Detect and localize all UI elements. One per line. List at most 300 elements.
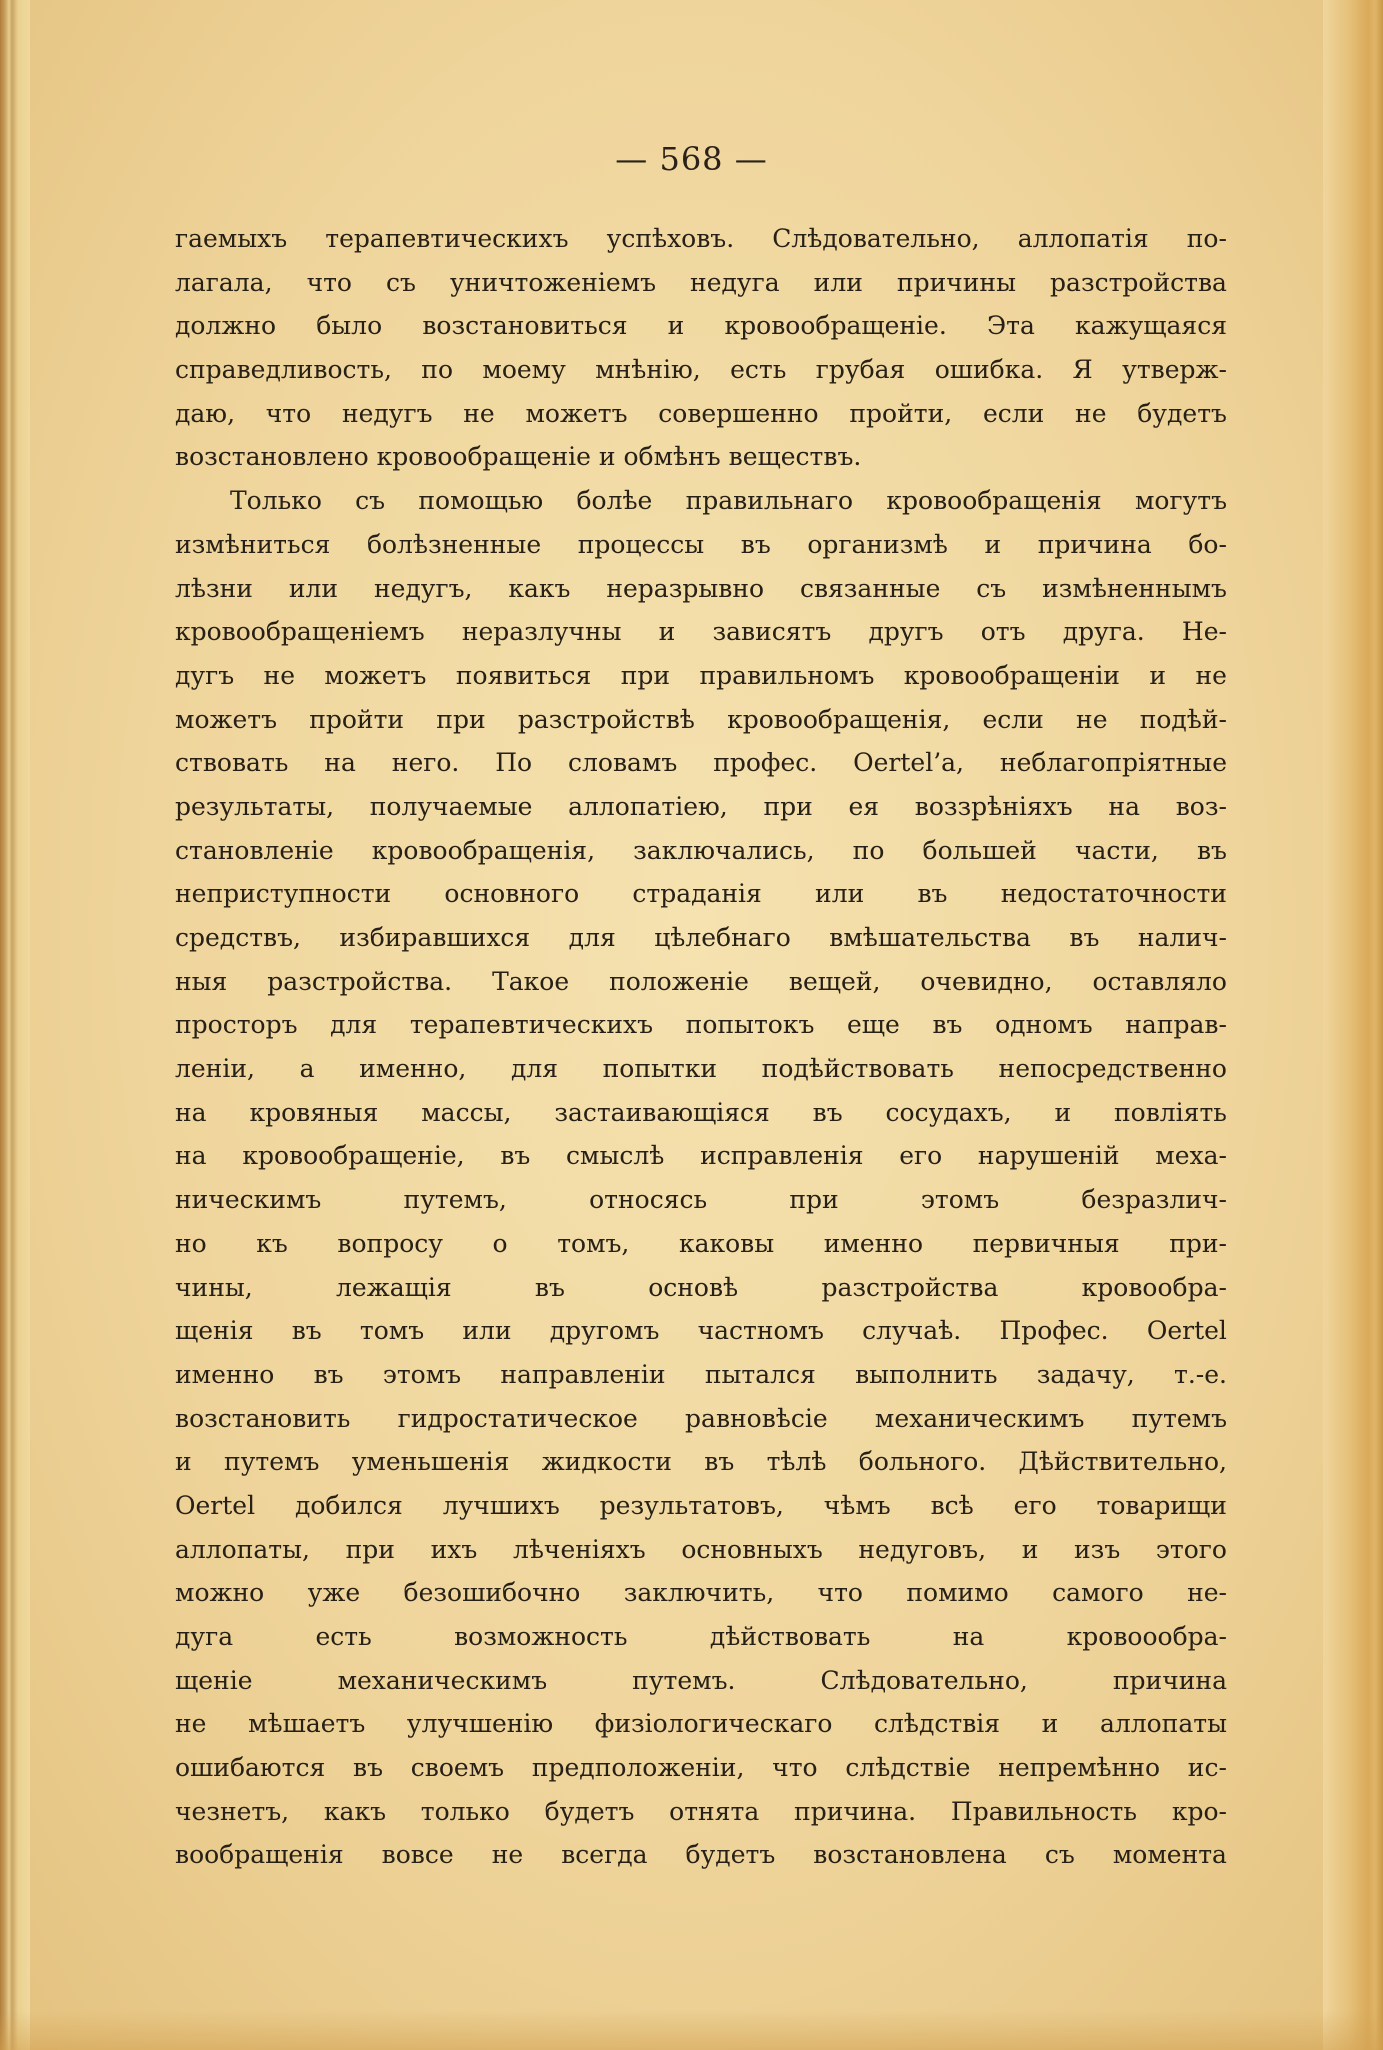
text-word: кровообращенія, (371, 835, 596, 865)
text-word: отнята (669, 1796, 760, 1826)
text-word: другъ (868, 617, 944, 647)
text-word: направ- (1125, 1010, 1227, 1040)
text-word: ническимъ (175, 1185, 322, 1215)
text-word: его (899, 1141, 943, 1171)
text-word: кровяныя (249, 1097, 379, 1127)
page-right-edge (1323, 0, 1383, 2050)
text-word: не (463, 398, 495, 428)
text-word: какъ (508, 573, 571, 603)
text-word: лежащія (336, 1272, 452, 1302)
text-word: недостаточности (1000, 879, 1227, 909)
text-word: всѣ (930, 1490, 974, 1520)
text-word: недугъ (341, 398, 433, 428)
text-word: по- (1186, 224, 1227, 253)
text-word: щенія (175, 1316, 254, 1346)
text-line (175, 1397, 1227, 1441)
text-word: на (952, 1622, 985, 1651)
text-word: страданія (632, 879, 762, 909)
text-word: причина (1037, 529, 1152, 559)
text-word: въ (313, 1359, 344, 1389)
text-word: къ (256, 1228, 288, 1258)
text-word: заключались, (633, 835, 815, 865)
text-word: одномъ (995, 1010, 1093, 1040)
text-word: и (1054, 1097, 1072, 1127)
text-word: своемъ (410, 1753, 505, 1783)
text-word: аллопатіею, (568, 791, 728, 821)
text-word: и (667, 311, 685, 341)
text-word: путемъ, (403, 1185, 507, 1215)
text-line (175, 435, 1227, 479)
text-line (175, 523, 1227, 567)
text-word: Oertel (175, 1490, 256, 1520)
text-word: ствовать (175, 748, 289, 778)
text-word: момента (1112, 1840, 1227, 1870)
text-word: первичныя (972, 1228, 1120, 1258)
text-word: что (265, 398, 312, 428)
text-word: кровоообра- (1066, 1622, 1227, 1651)
text-word: причина (1112, 1665, 1227, 1695)
text-line (175, 1528, 1227, 1572)
text-word: смыслѣ (566, 1141, 665, 1171)
text-word: какъ (323, 1796, 386, 1826)
text-word: не- (1187, 1578, 1227, 1608)
text-word: измѣненнымъ (1042, 573, 1227, 603)
text-word: можетъ (525, 398, 628, 428)
text-word: другомъ (549, 1316, 660, 1346)
text-word: будетъ (544, 1796, 635, 1826)
text-word: въ (704, 1447, 735, 1477)
text-word: щеніе (175, 1665, 253, 1695)
text-word: неразлучны (461, 617, 622, 647)
text-word: оставляло (1092, 966, 1227, 996)
text-word: этого (1155, 1534, 1227, 1564)
text-line (175, 1571, 1227, 1615)
text-word: нарушеній (977, 1141, 1120, 1171)
text-word: грубая (815, 355, 906, 385)
text-word: добился (294, 1490, 403, 1520)
text-word: если (982, 704, 1044, 734)
text-word: или (815, 879, 865, 909)
text-word: на (324, 748, 356, 778)
text-word: только (420, 1796, 510, 1826)
text-word: кровообращеніе, (242, 1141, 465, 1171)
text-word: аллопатія (1017, 224, 1149, 253)
text-word: пройти (309, 704, 405, 734)
text-word: утверж- (1122, 355, 1227, 385)
text-line (175, 1484, 1227, 1528)
text-word: при- (1169, 1228, 1227, 1258)
text-word: должно (175, 311, 277, 341)
text-word: лагала, (175, 267, 273, 297)
text-word: его (1013, 1490, 1057, 1520)
text-line (175, 741, 1227, 785)
text-word: въ (534, 1272, 565, 1302)
text-word: съ (1044, 1840, 1075, 1870)
text-word: результаты, (175, 791, 335, 821)
text-word: цѣлебнаго (654, 923, 791, 952)
text-word: получаемые (369, 791, 533, 821)
text-line (175, 1134, 1227, 1178)
text-word: но (175, 1228, 207, 1258)
text-word: аллопаты (1099, 1709, 1227, 1739)
text-word: лѣченіяхъ (512, 1534, 646, 1564)
text-word: относясь (589, 1185, 708, 1215)
text-word: физіологическаго (594, 1709, 833, 1739)
text-word: меха- (1155, 1141, 1227, 1171)
text-line (175, 1178, 1227, 1222)
text-word: воззрѣніяхъ (914, 791, 1073, 821)
text-word: всегда (561, 1840, 648, 1870)
text-word: при (789, 1185, 839, 1215)
text-word: направленіи (500, 1359, 666, 1389)
text-word: уничтоженіемъ (449, 267, 657, 297)
text-line (175, 610, 1227, 654)
text-word: въ (1069, 923, 1100, 952)
text-line (175, 479, 1227, 523)
text-word: организмѣ (807, 529, 948, 559)
text-word: можетъ (175, 704, 278, 734)
text-word: сосудахъ, (885, 1097, 1012, 1127)
text-line (175, 1353, 1227, 1397)
text-word: терапевтическихъ (325, 224, 569, 253)
text-line (175, 217, 1227, 261)
text-word: чѣмъ (823, 1490, 891, 1520)
text-word: въ (932, 1010, 963, 1040)
text-word: безошибочно (403, 1578, 581, 1608)
text-word: успѣховъ. (606, 224, 735, 253)
text-word: именно (823, 1228, 923, 1258)
text-word: не (263, 660, 295, 690)
text-word: воз- (1175, 791, 1227, 821)
text-word: повліять (1114, 1097, 1227, 1127)
text-word: просторъ (175, 1010, 298, 1040)
text-line (175, 698, 1227, 742)
text-word: механическимъ (337, 1665, 548, 1695)
text-word: пытался (704, 1359, 816, 1389)
text-word: при (620, 660, 671, 690)
text-word: непосредственно (998, 1054, 1227, 1084)
text-word: для (568, 923, 616, 952)
text-word: ихъ (430, 1534, 478, 1564)
text-word: возстановлена (813, 1840, 1007, 1870)
text-word: ныя (175, 966, 228, 996)
text-word: ошибка. (934, 355, 1044, 385)
text-word: справедливость, (175, 355, 392, 385)
text-word: гидростатическое (397, 1403, 638, 1433)
text-word: Правильность (950, 1796, 1138, 1826)
text-word: чины, (175, 1272, 253, 1302)
text-word: въ (740, 529, 771, 559)
text-word: Такое (492, 966, 570, 996)
text-word: не (1076, 704, 1108, 734)
text-word: вообращенія (175, 1840, 344, 1870)
text-word: слѣдствіе (845, 1753, 971, 1783)
text-word: попытки (602, 1054, 718, 1084)
text-word: причина. (794, 1796, 917, 1826)
text-word: дуга (175, 1622, 234, 1651)
text-word: не (491, 1840, 524, 1870)
text-line (175, 1091, 1227, 1135)
text-line (175, 1746, 1227, 1790)
text-word: въ (917, 879, 948, 909)
text-word: кровообращенія (886, 486, 1102, 516)
text-word: могутъ (1134, 486, 1227, 516)
text-word: дѣйствовать (709, 1622, 871, 1651)
text-line (175, 1790, 1227, 1834)
text-line (175, 348, 1227, 392)
text-word: изъ (1074, 1534, 1121, 1564)
text-line (175, 1266, 1227, 1310)
text-word: исправленія (700, 1141, 864, 1171)
text-word: подѣйствовать (761, 1054, 954, 1084)
text-word: Дѣйствительно, (1018, 1447, 1227, 1477)
text-line (175, 1702, 1227, 1746)
text-word: или (462, 1316, 512, 1346)
text-word: Не- (1181, 617, 1227, 647)
text-word: именно, (359, 1054, 467, 1084)
text-word: предположеніи, (531, 1753, 745, 1783)
text-word: вопросу (337, 1228, 443, 1258)
text-word: возстановить (175, 1403, 351, 1433)
text-word: путемъ (224, 1447, 320, 1477)
text-word: если (982, 398, 1045, 428)
text-word: положеніе (609, 966, 749, 996)
text-word: недуга (690, 267, 780, 297)
text-line (175, 785, 1227, 829)
text-word: Только (230, 486, 322, 516)
text-word: части, (1074, 835, 1159, 865)
text-word: возможность (454, 1622, 628, 1651)
text-line (175, 567, 1227, 611)
text-word: въ (1196, 835, 1227, 865)
text-word: словамъ (568, 748, 678, 778)
text-word: ея (848, 791, 880, 821)
text-line (175, 1222, 1227, 1266)
text-word: для (510, 1054, 559, 1084)
text-word: Слѣдовательно, (772, 224, 980, 253)
text-word: даю, (175, 398, 236, 428)
text-word: болѣе (576, 486, 653, 516)
text-word: на (175, 1097, 207, 1127)
text-word: самого (1052, 1578, 1144, 1608)
page-number: — 568 — (615, 140, 768, 178)
text-word: помощью (418, 486, 544, 516)
text-line (175, 261, 1227, 305)
text-word: связанные (799, 573, 941, 603)
text-word: подѣй- (1139, 704, 1227, 734)
text-word: а (299, 1054, 315, 1084)
text-word: неприступности (175, 879, 392, 909)
text-line (175, 872, 1227, 916)
text-word: Oertel (1146, 1316, 1227, 1346)
text-word: что (772, 1753, 818, 1783)
text-word: Профес. (999, 1316, 1109, 1346)
text-word: отъ (980, 617, 1026, 647)
text-word: и (658, 617, 676, 647)
text-word: Эта (986, 311, 1035, 341)
text-word: непремѣнно (998, 1753, 1161, 1783)
text-word: вмѣшательства (829, 923, 1031, 952)
text-word: вещей, (788, 966, 881, 996)
text-word: механическимъ (874, 1403, 1085, 1433)
text-word: кровообращеніемъ (175, 617, 425, 647)
text-word: улучшенію (406, 1709, 554, 1739)
text-word: каковы (678, 1228, 775, 1258)
text-line (175, 1309, 1227, 1353)
text-line (175, 1440, 1227, 1484)
text-word: равновѣсіе (685, 1403, 828, 1433)
text-word: возстановлено кровообращеніе и обмѣнъ веществъ. (175, 442, 862, 472)
text-line (175, 960, 1227, 1004)
text-word: будетъ (685, 1840, 776, 1870)
text-word: процессы (577, 529, 705, 559)
text-word: съ (976, 573, 1007, 603)
text-word: разстройствѣ (517, 704, 695, 734)
text-word: лѣзни (175, 573, 253, 603)
text-word: т.-е. (1174, 1359, 1227, 1389)
text-word: безразлич- (1081, 1185, 1227, 1215)
text-word: при (763, 791, 813, 821)
text-word: разстройства (1050, 267, 1227, 297)
text-word: основныхъ (681, 1534, 823, 1564)
text-word: томъ, (557, 1228, 630, 1258)
text-word: больного. (858, 1447, 987, 1477)
text-word: моему (482, 355, 566, 385)
text-word: причины (896, 267, 1016, 297)
text-word: терапевтическихъ (409, 1010, 654, 1040)
text-word: помимо (906, 1578, 1009, 1608)
text-word: есть (315, 1622, 372, 1651)
text-word: въ (500, 1141, 531, 1171)
text-word: не (1195, 660, 1227, 690)
text-word: дугъ (175, 660, 235, 690)
text-word: избиравшихся (339, 923, 531, 952)
page-left-edge (0, 0, 30, 2050)
text-word: ошибаются (175, 1753, 326, 1783)
text-word: недуговъ, (858, 1534, 987, 1564)
text-line (175, 1003, 1227, 1047)
text-word: большей (922, 835, 1037, 865)
text-word: ис- (1187, 1753, 1227, 1783)
text-word: слѣдствія (874, 1709, 1001, 1739)
text-word: аллопаты, (175, 1534, 310, 1564)
text-word: неразрывно (606, 573, 765, 603)
text-word: кровообра- (1081, 1272, 1227, 1302)
text-word: мнѣнію, (595, 355, 701, 385)
text-word: этомъ (382, 1359, 462, 1389)
text-word: товарищи (1096, 1490, 1227, 1520)
text-word: что (817, 1578, 863, 1608)
text-word: кровообращенія, (727, 704, 951, 734)
text-word: можно (175, 1578, 265, 1608)
text-word: результатовъ, (599, 1490, 784, 1520)
body-text (175, 217, 1227, 1877)
text-word: попытокъ (685, 1010, 815, 1040)
text-line (175, 1615, 1227, 1659)
text-word: есть (730, 355, 787, 385)
text-word: правильнаго (685, 486, 854, 516)
text-word: кровообращеніе. (724, 311, 947, 341)
text-word: и (984, 529, 1002, 559)
text-line (175, 829, 1227, 873)
text-word: тѣлѣ (766, 1447, 827, 1477)
text-word: по (852, 835, 885, 865)
text-word: о (492, 1228, 508, 1258)
text-word: жидкости (541, 1447, 672, 1477)
text-word: бо- (1188, 529, 1227, 559)
text-word: при (345, 1534, 395, 1564)
text-word: не (175, 1709, 207, 1739)
text-word: путемъ. (632, 1665, 736, 1695)
text-line (175, 1047, 1227, 1091)
text-word: зависятъ (712, 617, 832, 647)
text-word: неблагопріятные (999, 748, 1227, 778)
text-word: и (1149, 660, 1167, 690)
text-word: не (1075, 398, 1107, 428)
text-word: него. (391, 748, 460, 778)
text-line (175, 1659, 1227, 1703)
text-word: случаѣ. (862, 1316, 962, 1346)
text-word: этомъ (920, 1185, 1000, 1215)
text-word: измѣниться (175, 529, 331, 559)
text-word: недугъ, (373, 573, 473, 603)
text-word: и (175, 1447, 192, 1477)
text-word: чезнетъ, (175, 1796, 290, 1826)
text-word: именно (175, 1359, 275, 1389)
page-bottom-edge (0, 2010, 1383, 2050)
text-word: гаемыхъ (175, 224, 288, 253)
text-word: можетъ (324, 660, 427, 690)
text-word: Я (1072, 355, 1093, 385)
text-word: и (1041, 1709, 1059, 1739)
text-word: въ (353, 1753, 384, 1783)
text-word: появиться (455, 660, 592, 690)
text-word: становленіе (175, 835, 334, 865)
text-word: при (436, 704, 486, 734)
text-word: возстановиться (422, 311, 628, 341)
text-word: въ (291, 1316, 322, 1346)
text-word: основного (444, 879, 580, 909)
text-word: или (288, 573, 339, 603)
text-word: совершенно (658, 398, 819, 428)
text-line (175, 916, 1227, 960)
text-word: частномъ (697, 1316, 824, 1346)
text-word: друга. (1062, 617, 1145, 647)
text-word: было (316, 311, 383, 341)
text-word: уже (307, 1578, 361, 1608)
text-word: основѣ (648, 1272, 739, 1302)
text-word: разстройства (821, 1272, 999, 1302)
text-word: кро- (1171, 1796, 1227, 1826)
text-word: массы, (421, 1097, 512, 1127)
text-word: Слѣдовательно, (820, 1665, 1028, 1695)
text-word: путемъ (1131, 1403, 1227, 1433)
text-line (175, 392, 1227, 436)
text-line (175, 654, 1227, 698)
text-word: кажущаяся (1075, 311, 1227, 341)
text-word: мѣшаетъ (248, 1709, 366, 1739)
text-word: кровообращеніи (903, 660, 1120, 690)
text-word: разстройства. (267, 966, 453, 996)
text-word: въ (812, 1097, 843, 1127)
text-word: выполнить (855, 1359, 998, 1389)
text-line (175, 1833, 1227, 1877)
text-word: застаивающіяся (554, 1097, 770, 1127)
text-word: для (330, 1010, 378, 1040)
text-word: налич- (1137, 923, 1227, 952)
text-word: съ (355, 486, 386, 516)
text-word: пройти, (849, 398, 953, 428)
